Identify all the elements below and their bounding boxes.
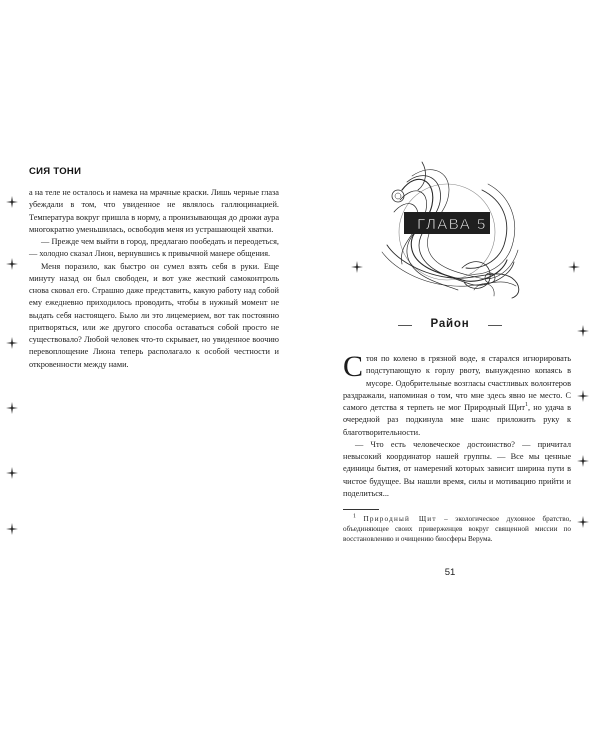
paragraph: а на теле не осталось и намека на мрачные краски. Лишь черные глаза убеждали в том, что увиденное не являлось галлюцинацией. Температура вокруг пришла в норму, а пронизывающая до дрожи аура многократно уменьшилась, освободив меня из устрашающей хватки. [29,188,279,234]
sparkle-icon [6,337,18,349]
chapter-title: Район [390,318,510,330]
right-page [300,0,600,750]
page-number: 51 [444,567,456,578]
sparkle-icon [577,390,589,402]
paragraph-text: тоя по колено в грязной воде, я старался игнорировать подступающую к горлу рвоту, вынужденно копаясь в мусоре. Одобрительные возгласы счастливых волонтеров раздражали, напоминая о том, что мне здесь явно не место. С самого детства я терпеть не мог Природный Щит [343,354,571,412]
sparkle-icon [351,261,363,273]
dropcap-letter: С [343,350,364,383]
sparkle-icon [6,523,18,535]
left-page-body [29,187,279,371]
sparkle-icon [577,455,589,467]
right-page-body [343,350,572,500]
footnote-term: Природный Щит [363,515,437,523]
chapter-label: ГЛАВА 5 [417,216,487,233]
sparkle-icon [577,516,589,528]
sparkle-icon [6,402,18,414]
footnote-number: 1 [353,513,356,520]
footnote-divider [343,509,379,510]
footnote [343,514,571,544]
sparkle-icon [577,325,589,337]
footnote-marker: 1 [525,402,528,409]
paragraph: Меня поразило, как быстро он сумел взять себя в руки. Еще минуту назад он был свободен, и вот уже жесткий самоконтроль снова сковал его. Страшно даже представить, какую работу над собой ему ежедневно приходилось проводить, чтобы в нужный момент не выдать себя настоящего. Было ли это лицемерием, вот так постоянно притворяться, или же другого способа оставаться собой просто не существовало? Любой человек что-то скрывает, но увиденное воочию перевоплощение Лиона теперь располагало к особой честности и откровенности между нами. [29,261,279,369]
sparkle-icon [568,261,580,273]
paragraph-text: , но удача в очередной раз подкинула мне шанс приложить руку к благотворительности. [343,403,572,437]
paragraph: — Что есть человеческое достоинство? — причитал невысокий координатор нашей группы. — Все мы ценные единицы бытия, от намерений которых зависит ширина пути в чистое будущее. Вы нашли время, силы и мотивацию прийти и поделиться... [343,439,571,498]
sparkle-icon [6,258,18,270]
sparkle-icon [6,196,18,208]
running-head-author: СИЯ ТОНИ [29,166,82,177]
footnote-text: – экологическое духовное братство, объединяющее своих приверженцев вокруг священной миссии по восстановлению и очищению биосферы Верума. [343,515,572,543]
paragraph: — Прежде чем выйти в город, предлагаю пообедать и переодеться, — холодно сказал Лион, вернувшись к привычной манере общения. [29,237,279,259]
sparkle-icon [6,467,18,479]
paragraph [343,350,572,439]
